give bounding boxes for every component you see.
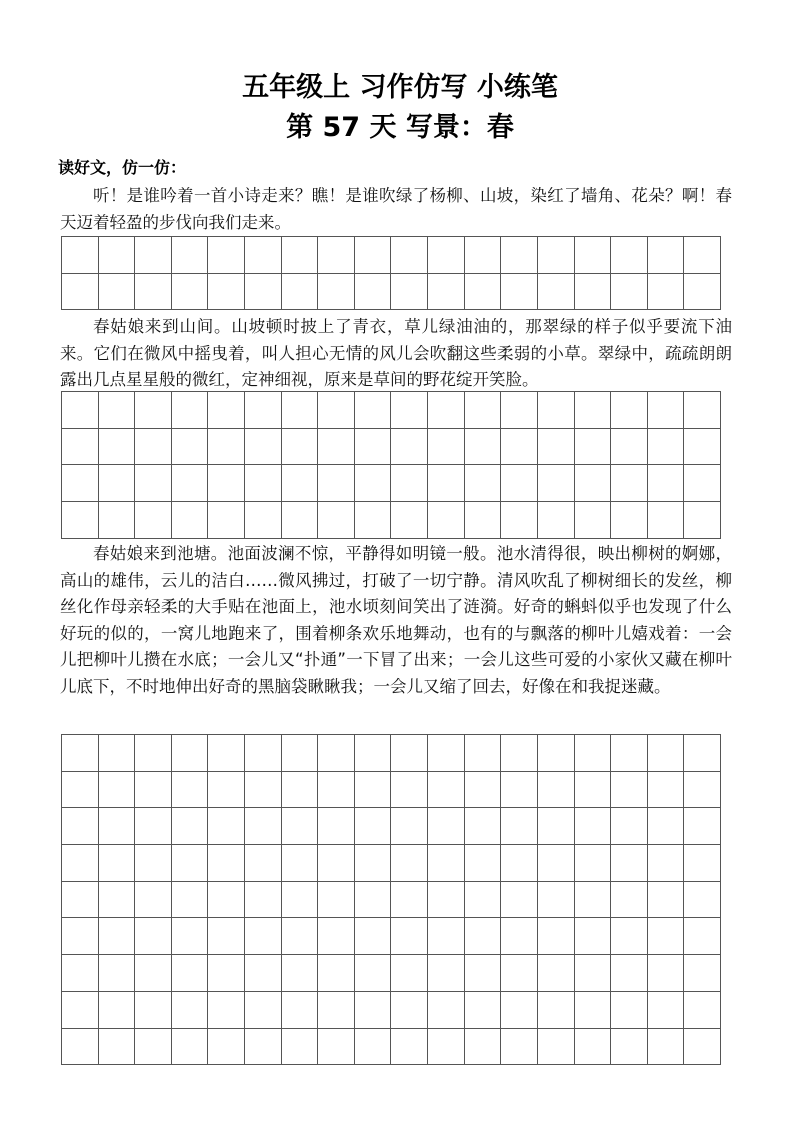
grid-cell[interactable] <box>135 882 172 919</box>
grid-cell[interactable] <box>501 465 538 502</box>
grid-cell[interactable] <box>208 1029 245 1066</box>
grid-cell[interactable] <box>135 918 172 955</box>
grid-cell[interactable] <box>501 955 538 992</box>
writing-grid-2[interactable] <box>61 391 721 539</box>
grid-cell[interactable] <box>538 955 575 992</box>
grid-cell[interactable] <box>245 955 282 992</box>
grid-cell[interactable] <box>99 918 136 955</box>
grid-cell[interactable] <box>501 274 538 311</box>
grid-cell[interactable] <box>135 845 172 882</box>
grid-cell[interactable] <box>172 845 209 882</box>
grid-cell[interactable] <box>62 882 99 919</box>
grid-cell[interactable] <box>99 465 136 502</box>
grid-cell[interactable] <box>62 429 99 466</box>
grid-cell[interactable] <box>135 772 172 809</box>
grid-cell[interactable] <box>135 1029 172 1066</box>
grid-cell[interactable] <box>62 808 99 845</box>
grid-cell[interactable] <box>684 502 721 539</box>
grid-cell[interactable] <box>648 992 685 1029</box>
grid-cell[interactable] <box>501 429 538 466</box>
grid-cell[interactable] <box>391 735 428 772</box>
grid-cell[interactable] <box>465 918 502 955</box>
grid-cell[interactable] <box>648 735 685 772</box>
grid-cell[interactable] <box>684 735 721 772</box>
grid-cell[interactable] <box>99 808 136 845</box>
grid-cell[interactable] <box>648 502 685 539</box>
grid-cell[interactable] <box>684 955 721 992</box>
grid-cell[interactable] <box>282 237 319 274</box>
grid-cell[interactable] <box>355 955 392 992</box>
grid-cell[interactable] <box>538 735 575 772</box>
grid-cell[interactable] <box>428 465 465 502</box>
grid-cell[interactable] <box>575 808 612 845</box>
grid-cell[interactable] <box>465 735 502 772</box>
grid-cell[interactable] <box>99 772 136 809</box>
grid-cell[interactable] <box>611 274 648 311</box>
grid-cell[interactable] <box>648 955 685 992</box>
grid-cell[interactable] <box>684 808 721 845</box>
grid-cell[interactable] <box>575 735 612 772</box>
grid-cell[interactable] <box>208 845 245 882</box>
grid-cell[interactable] <box>465 465 502 502</box>
grid-cell[interactable] <box>465 772 502 809</box>
grid-cell[interactable] <box>62 992 99 1029</box>
grid-cell[interactable] <box>135 274 172 311</box>
grid-cell[interactable] <box>135 502 172 539</box>
grid-cell[interactable] <box>208 392 245 429</box>
grid-cell[interactable] <box>208 429 245 466</box>
grid-cell[interactable] <box>538 808 575 845</box>
grid-cell[interactable] <box>355 392 392 429</box>
grid-cell[interactable] <box>684 237 721 274</box>
grid-cell[interactable] <box>282 274 319 311</box>
grid-cell[interactable] <box>245 735 282 772</box>
grid-cell[interactable] <box>465 808 502 845</box>
grid-cell[interactable] <box>99 955 136 992</box>
grid-cell[interactable] <box>282 845 319 882</box>
grid-cell[interactable] <box>501 772 538 809</box>
grid-cell[interactable] <box>318 955 355 992</box>
writing-grid-3[interactable] <box>61 734 721 1065</box>
grid-cell[interactable] <box>391 502 428 539</box>
grid-cell[interactable] <box>245 274 282 311</box>
grid-cell[interactable] <box>245 992 282 1029</box>
grid-cell[interactable] <box>391 955 428 992</box>
grid-cell[interactable] <box>648 1029 685 1066</box>
grid-cell[interactable] <box>428 237 465 274</box>
grid-cell[interactable] <box>575 772 612 809</box>
grid-cell[interactable] <box>245 237 282 274</box>
grid-cell[interactable] <box>245 772 282 809</box>
grid-cell[interactable] <box>172 429 209 466</box>
grid-cell[interactable] <box>648 918 685 955</box>
grid-cell[interactable] <box>62 465 99 502</box>
grid-cell[interactable] <box>538 502 575 539</box>
grid-cell[interactable] <box>611 808 648 845</box>
grid-cell[interactable] <box>538 918 575 955</box>
grid-cell[interactable] <box>135 465 172 502</box>
grid-cell[interactable] <box>391 808 428 845</box>
grid-cell[interactable] <box>611 772 648 809</box>
grid-cell[interactable] <box>355 882 392 919</box>
grid-cell[interactable] <box>99 392 136 429</box>
grid-cell[interactable] <box>245 392 282 429</box>
grid-cell[interactable] <box>355 845 392 882</box>
grid-cell[interactable] <box>282 992 319 1029</box>
grid-cell[interactable] <box>282 1029 319 1066</box>
grid-cell[interactable] <box>172 1029 209 1066</box>
grid-cell[interactable] <box>611 1029 648 1066</box>
grid-cell[interactable] <box>538 392 575 429</box>
passage-3: 春姑娘来到池塘。池面波澜不惊，平静得如明镜一般。池水清得很，映出柳树的婀娜，高山的雄伟，云儿的洁白……微风拂过，打破了一切宁静。清风吹乱了柳树细长的发丝，柳丝化作母亲轻柔的大手贴在池面上，池水顷刻间笑出了涟漪。好奇的蝌蚪似乎也发现了什么好玩的似的，一窝儿地跑来了，围着柳条欢乐地舞动，也有的与飘落的柳叶儿嬉戏着：一会儿把柳叶儿攒在水底；一会儿又“扑通”一下冒了出来；一会儿这些可爱的小家伙又藏在柳叶儿底下，不时地伸出好奇的黑脑袋瞅瞅我；一会儿又缩了回去，好像在和我捉迷藏。 <box>60 544 732 696</box>
grid-cell[interactable] <box>391 992 428 1029</box>
grid-cell[interactable] <box>245 1029 282 1066</box>
grid-cell[interactable] <box>684 882 721 919</box>
grid-cell[interactable] <box>538 992 575 1029</box>
grid-cell[interactable] <box>62 237 99 274</box>
grid-cell[interactable] <box>465 845 502 882</box>
grid-cell[interactable] <box>99 882 136 919</box>
grid-cell[interactable] <box>208 808 245 845</box>
grid-cell[interactable] <box>538 429 575 466</box>
grid-cell[interactable] <box>648 429 685 466</box>
grid-cell[interactable] <box>684 845 721 882</box>
grid-cell[interactable] <box>575 274 612 311</box>
grid-cell[interactable] <box>465 1029 502 1066</box>
grid-cell[interactable] <box>135 955 172 992</box>
grid-cell[interactable] <box>684 465 721 502</box>
grid-cell[interactable] <box>575 845 612 882</box>
grid-cell[interactable] <box>318 237 355 274</box>
grid-cell[interactable] <box>391 882 428 919</box>
grid-cell[interactable] <box>355 502 392 539</box>
grid-cell[interactable] <box>501 845 538 882</box>
grid-cell[interactable] <box>172 237 209 274</box>
grid-cell[interactable] <box>208 992 245 1029</box>
grid-cell[interactable] <box>391 465 428 502</box>
grid-cell[interactable] <box>611 918 648 955</box>
grid-cell[interactable] <box>318 918 355 955</box>
writing-grid-1[interactable] <box>61 236 721 310</box>
grid-cell[interactable] <box>172 955 209 992</box>
grid-cell[interactable] <box>62 955 99 992</box>
grid-cell[interactable] <box>355 735 392 772</box>
grid-cell[interactable] <box>465 955 502 992</box>
grid-cell[interactable] <box>282 502 319 539</box>
grid-cell[interactable] <box>355 992 392 1029</box>
grid-cell[interactable] <box>355 274 392 311</box>
grid-cell[interactable] <box>208 918 245 955</box>
grid-cell[interactable] <box>208 465 245 502</box>
grid-cell[interactable] <box>501 502 538 539</box>
grid-cell[interactable] <box>355 1029 392 1066</box>
grid-cell[interactable] <box>465 882 502 919</box>
grid-cell[interactable] <box>282 735 319 772</box>
grid-cell[interactable] <box>245 918 282 955</box>
grid-cell[interactable] <box>62 502 99 539</box>
grid-cell[interactable] <box>172 502 209 539</box>
grid-cell[interactable] <box>208 237 245 274</box>
grid-cell[interactable] <box>172 392 209 429</box>
grid-cell[interactable] <box>99 274 136 311</box>
grid-cell[interactable] <box>611 502 648 539</box>
grid-cell[interactable] <box>172 992 209 1029</box>
grid-cell[interactable] <box>282 772 319 809</box>
grid-cell[interactable] <box>611 465 648 502</box>
grid-cell[interactable] <box>318 772 355 809</box>
grid-cell[interactable] <box>611 429 648 466</box>
grid-cell[interactable] <box>428 918 465 955</box>
grid-cell[interactable] <box>428 1029 465 1066</box>
grid-cell[interactable] <box>538 845 575 882</box>
grid-cell[interactable] <box>172 772 209 809</box>
grid-cell[interactable] <box>538 772 575 809</box>
grid-cell[interactable] <box>575 392 612 429</box>
grid-cell[interactable] <box>648 808 685 845</box>
grid-cell[interactable] <box>99 1029 136 1066</box>
grid-cell[interactable] <box>62 735 99 772</box>
grid-cell[interactable] <box>282 918 319 955</box>
grid-cell[interactable] <box>318 992 355 1029</box>
grid-cell[interactable] <box>245 808 282 845</box>
grid-cell[interactable] <box>501 882 538 919</box>
grid-cell[interactable] <box>99 845 136 882</box>
grid-cell[interactable] <box>611 845 648 882</box>
grid-cell[interactable] <box>99 237 136 274</box>
worksheet-subtitle: 第 57 天 写景：春 <box>286 112 514 143</box>
grid-cell[interactable] <box>355 465 392 502</box>
grid-cell[interactable] <box>684 992 721 1029</box>
grid-cell[interactable] <box>611 392 648 429</box>
grid-cell[interactable] <box>318 465 355 502</box>
grid-cell[interactable] <box>648 882 685 919</box>
grid-cell[interactable] <box>318 735 355 772</box>
grid-cell[interactable] <box>208 735 245 772</box>
grid-cell[interactable] <box>172 274 209 311</box>
grid-cell[interactable] <box>575 502 612 539</box>
grid-cell[interactable] <box>355 772 392 809</box>
grid-cell[interactable] <box>282 955 319 992</box>
grid-cell[interactable] <box>172 808 209 845</box>
grid-cell[interactable] <box>62 1029 99 1066</box>
grid-cell[interactable] <box>538 237 575 274</box>
worksheet-title: 五年级上 习作仿写 小练笔 <box>242 72 558 103</box>
grid-cell[interactable] <box>575 237 612 274</box>
grid-cell[interactable] <box>391 918 428 955</box>
grid-cell[interactable] <box>245 465 282 502</box>
grid-cell[interactable] <box>428 772 465 809</box>
grid-cell[interactable] <box>428 502 465 539</box>
grid-cell[interactable] <box>245 502 282 539</box>
grid-cell[interactable] <box>684 918 721 955</box>
grid-cell[interactable] <box>99 502 136 539</box>
grid-cell[interactable] <box>465 992 502 1029</box>
grid-cell[interactable] <box>318 808 355 845</box>
grid-cell[interactable] <box>538 465 575 502</box>
grid-cell[interactable] <box>501 237 538 274</box>
grid-cell[interactable] <box>62 918 99 955</box>
grid-cell[interactable] <box>318 1029 355 1066</box>
grid-cell[interactable] <box>465 274 502 311</box>
grid-cell[interactable] <box>465 502 502 539</box>
grid-cell[interactable] <box>318 429 355 466</box>
grid-cell[interactable] <box>62 772 99 809</box>
grid-cell[interactable] <box>62 845 99 882</box>
grid-cell[interactable] <box>282 882 319 919</box>
grid-cell[interactable] <box>172 882 209 919</box>
grid-cell[interactable] <box>99 992 136 1029</box>
grid-cell[interactable] <box>135 808 172 845</box>
grid-cell[interactable] <box>282 429 319 466</box>
grid-cell[interactable] <box>355 808 392 845</box>
grid-cell[interactable] <box>611 735 648 772</box>
grid-cell[interactable] <box>648 274 685 311</box>
grid-cell[interactable] <box>391 274 428 311</box>
grid-cell[interactable] <box>428 955 465 992</box>
grid-cell[interactable] <box>684 1029 721 1066</box>
grid-cell[interactable] <box>99 735 136 772</box>
grid-cell[interactable] <box>648 237 685 274</box>
grid-cell[interactable] <box>428 845 465 882</box>
grid-cell[interactable] <box>648 392 685 429</box>
grid-cell[interactable] <box>318 882 355 919</box>
grid-cell[interactable] <box>391 1029 428 1066</box>
grid-cell[interactable] <box>391 429 428 466</box>
grid-cell[interactable] <box>538 274 575 311</box>
grid-cell[interactable] <box>575 429 612 466</box>
grid-cell[interactable] <box>355 237 392 274</box>
grid-cell[interactable] <box>135 392 172 429</box>
grid-cell[interactable] <box>428 808 465 845</box>
grid-cell[interactable] <box>538 882 575 919</box>
grid-cell[interactable] <box>391 237 428 274</box>
grid-cell[interactable] <box>355 429 392 466</box>
grid-cell[interactable] <box>208 772 245 809</box>
grid-cell[interactable] <box>648 465 685 502</box>
grid-cell[interactable] <box>648 845 685 882</box>
grid-cell[interactable] <box>575 1029 612 1066</box>
grid-cell[interactable] <box>208 274 245 311</box>
grid-cell[interactable] <box>428 882 465 919</box>
grid-cell[interactable] <box>684 772 721 809</box>
grid-cell[interactable] <box>135 429 172 466</box>
grid-cell[interactable] <box>538 1029 575 1066</box>
grid-cell[interactable] <box>135 992 172 1029</box>
grid-cell[interactable] <box>355 918 392 955</box>
grid-cell[interactable] <box>282 808 319 845</box>
grid-cell[interactable] <box>391 392 428 429</box>
grid-cell[interactable] <box>575 955 612 992</box>
grid-cell[interactable] <box>135 237 172 274</box>
grid-cell[interactable] <box>62 274 99 311</box>
section-label: 读好文，仿一仿： <box>58 158 187 177</box>
grid-cell[interactable] <box>501 918 538 955</box>
grid-cell[interactable] <box>501 808 538 845</box>
grid-cell[interactable] <box>135 735 172 772</box>
grid-cell[interactable] <box>318 845 355 882</box>
grid-cell[interactable] <box>245 845 282 882</box>
grid-cell[interactable] <box>684 429 721 466</box>
grid-cell[interactable] <box>245 429 282 466</box>
grid-cell[interactable] <box>611 237 648 274</box>
grid-cell[interactable] <box>575 465 612 502</box>
grid-cell[interactable] <box>465 429 502 466</box>
grid-cell[interactable] <box>318 392 355 429</box>
grid-cell[interactable] <box>648 772 685 809</box>
grid-cell[interactable] <box>318 502 355 539</box>
grid-cell[interactable] <box>465 237 502 274</box>
grid-cell[interactable] <box>428 392 465 429</box>
grid-cell[interactable] <box>282 465 319 502</box>
grid-cell[interactable] <box>575 882 612 919</box>
grid-cell[interactable] <box>428 274 465 311</box>
grid-cell[interactable] <box>501 992 538 1029</box>
grid-cell[interactable] <box>172 465 209 502</box>
grid-cell[interactable] <box>501 1029 538 1066</box>
grid-cell[interactable] <box>684 274 721 311</box>
grid-cell[interactable] <box>575 918 612 955</box>
grid-cell[interactable] <box>208 502 245 539</box>
passage-2: 春姑娘来到山间。山坡顿时披上了青衣，草儿绿油油的，那翠绿的样子似乎要流下油来。它们在微风中摇曳着，叫人担心无情的风儿会吹翻这些柔弱的小草。翠绿中，疏疏朗朗露出几点星星般的微红，定神细视，原来是草间的野花绽开笑脸。 <box>60 317 732 389</box>
grid-cell[interactable] <box>172 918 209 955</box>
grid-cell[interactable] <box>465 392 502 429</box>
grid-cell[interactable] <box>245 882 282 919</box>
grid-cell[interactable] <box>99 429 136 466</box>
grid-cell[interactable] <box>208 955 245 992</box>
grid-cell[interactable] <box>501 392 538 429</box>
grid-cell[interactable] <box>501 735 538 772</box>
grid-cell[interactable] <box>428 429 465 466</box>
grid-cell[interactable] <box>428 735 465 772</box>
grid-cell[interactable] <box>684 392 721 429</box>
grid-cell[interactable] <box>282 392 319 429</box>
grid-cell[interactable] <box>428 992 465 1029</box>
grid-cell[interactable] <box>62 392 99 429</box>
grid-cell[interactable] <box>611 992 648 1029</box>
grid-cell[interactable] <box>575 992 612 1029</box>
grid-cell[interactable] <box>611 955 648 992</box>
grid-cell[interactable] <box>391 845 428 882</box>
grid-cell[interactable] <box>391 772 428 809</box>
grid-cell[interactable] <box>318 274 355 311</box>
grid-cell[interactable] <box>208 882 245 919</box>
grid-cell[interactable] <box>172 735 209 772</box>
grid-cell[interactable] <box>611 882 648 919</box>
passage-1: 听！是谁吟着一首小诗走来？瞧！是谁吹绿了杨柳、山坡，染红了墙角、花朵？啊！春天迈着轻盈的步伐向我们走来。 <box>60 186 732 232</box>
